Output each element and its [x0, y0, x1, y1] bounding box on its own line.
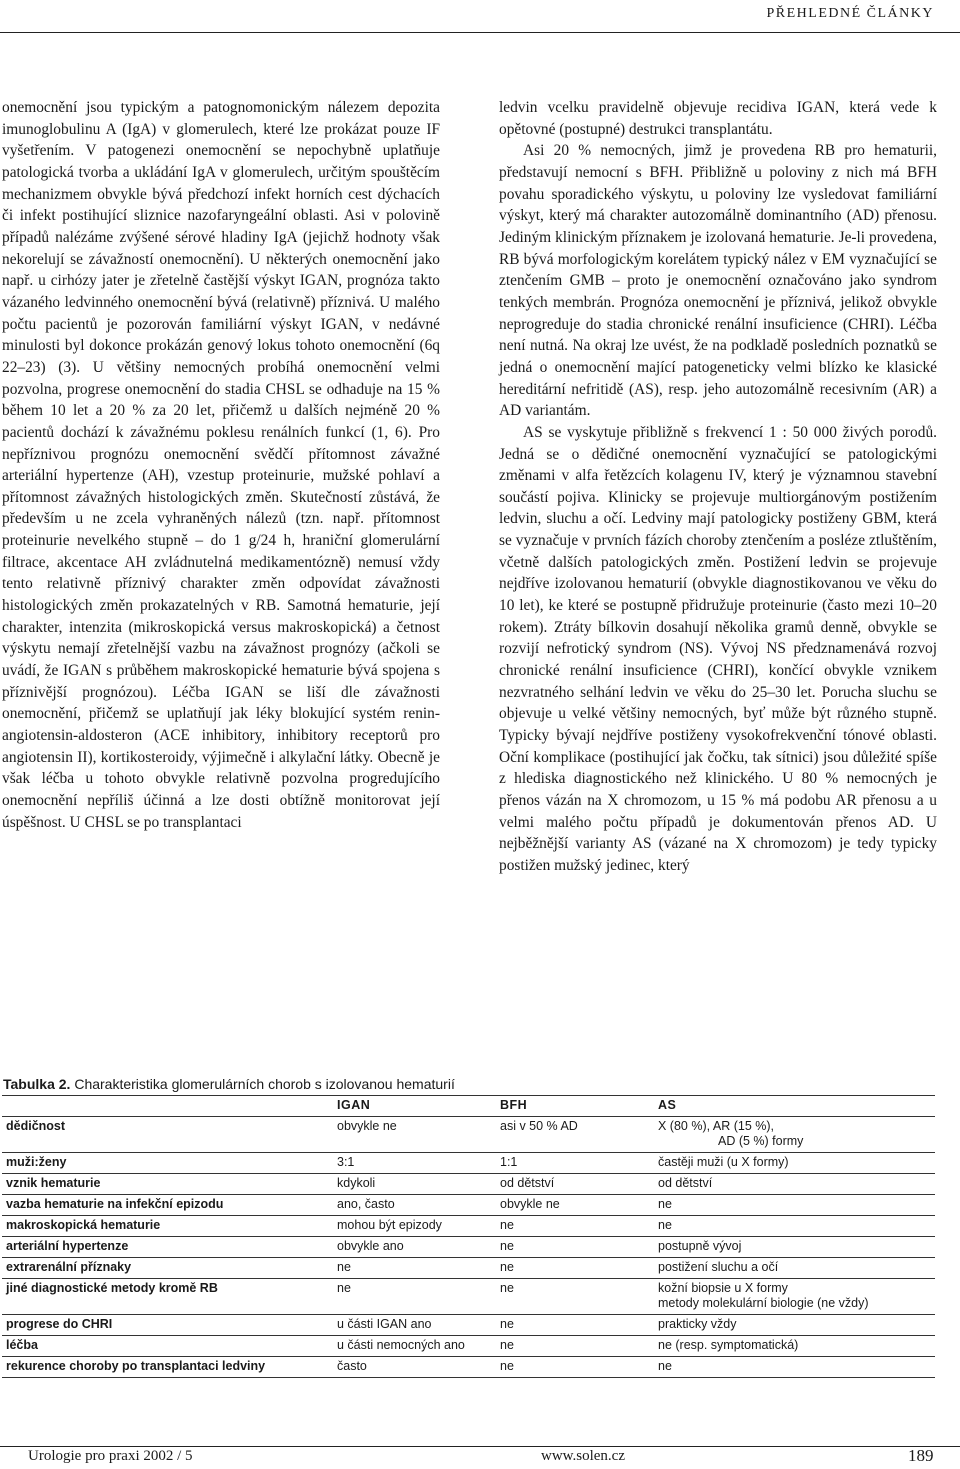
cell-as: [654, 1336, 935, 1357]
cell-as: [654, 1279, 935, 1315]
cell-igan: ano, často: [333, 1195, 496, 1216]
cell-as: [654, 1153, 935, 1174]
table-header-row: [2, 1096, 935, 1117]
paragraph: onemocnění jsou typickým a patognomonickým nálezem depozita imunoglobulinu A (IgA) v glomerulech, které lze prokázat pouze IF vyšetřením. V patogenezi onemocnění se nepochybně uplatňuje patologická tvorba a ukládání IgA v glomerulech, určitým spouštěcím mechanizmem obvykle bývá předchozí infekt horních cest dýchacích či infekt postihující sliznice nazofaryngeální oblasti. Asi v polovině případů nalézáme zvýšené sérové hladiny IgA (jejichž hodnoty však nekorelují se závažností onemocnění). U některých onemocnění jako např. u cirhózy jater je zřetelně častější výskyt IGAN, prognóza takto vázaného ledvinného onemocnění bývá (relativně) příznivá. U malého počtu pacientů je pozorován familiární výskyt IGAN, v nedávné minulosti byl dokonce prokázán genový lokus tohoto onemocnění (6q 22–23) (3). U většiny nemocných probíhá onemocnění velmi pozvolna, progrese onemocnění do stadia CHSL se odhaduje na 15 % během 10 let a 20 % za 20 let, přičemž u dalších nejméně 20 % pacientů dochází k závažnému poklesu renálních funkcí (1, 6). Pro nepříznivou prognózu onemocnění svědčí přítomnost závažné arteriální hypertenze (AH), vzestup proteinurie, mužské pohlaví a přítomnost závažných histologických změn. Skutečností zůstává, že především u ne zcela vyhraněných nálezů (tzn. např. přítomnost proteinurie nevelkého stupně – do 1 g/24 h, hraniční glomerulární filtrace, akcentace AH zvládnutelná medikamentózně) nemusí vždy tento relativně příznivý charakter změn odpovídat závažnosti histologických změn prokazatelných v RB. Samotná hematurie, její charakter, intenzita (mikroskopická versus makroskopická) a četnost výskytu nemají zřetelnější vazbu na závažnost prognózy (ačkoli se uvádí, že IGAN s průběhem makroskopické hematurie bývá spojena s příznivější prognózou). Léčba IGAN se liší dle závažnosti onemocnění, přičemž se uplatňují jak léky blokující systém renin-angiotensin-aldosteron (ACE inhibitory, inhibitory receptorů pro angiotensin II), kortikosteroidy, výjimečně i alkylační látky. Obecně je však léčba u tohoto obvykle relativně pozvolna progredujícího onemocnění nepříliš účinná a lze dosti obtížně monitorovat její úspěšnost. U CHSL se po transplantaci: [2, 99, 440, 831]
column-header: [2, 1096, 333, 1117]
table-row: [2, 1117, 935, 1153]
column-header: BFH: [496, 1096, 654, 1117]
cell-bfh: ne: [496, 1216, 654, 1237]
table-row: [2, 1336, 935, 1357]
cell-igan: ne: [333, 1279, 496, 1315]
cell-line: postupně vývoj: [658, 1239, 742, 1253]
cell-as: [654, 1117, 935, 1153]
row-label: makroskopická hematurie: [2, 1216, 333, 1237]
table-row: [2, 1258, 935, 1279]
cell-as: [654, 1258, 935, 1279]
right-column: [499, 97, 937, 1052]
cell-line: od dětství: [658, 1176, 713, 1190]
cell-line: ne: [658, 1359, 672, 1373]
row-label: vznik hematurie: [2, 1174, 333, 1195]
cell-bfh: 1:1: [496, 1153, 654, 1174]
table-row: [2, 1237, 935, 1258]
cell-line: X (80 %), AR (15 %),: [658, 1119, 775, 1133]
cell-as: [654, 1216, 935, 1237]
cell-line: metody molekulární biologie (ne vždy): [658, 1296, 869, 1310]
row-label: arteriální hypertenze: [2, 1237, 333, 1258]
cell-line: kožní biopsie u X formy: [658, 1281, 788, 1295]
cell-bfh: ne: [496, 1336, 654, 1357]
cell-line: AD (5 %) formy: [718, 1134, 804, 1148]
cell-line: ne: [658, 1218, 672, 1232]
cell-line: postižení sluchu a očí: [658, 1260, 779, 1274]
cell-igan: kdykoli: [333, 1174, 496, 1195]
row-label: léčba: [2, 1336, 333, 1357]
cell-igan: 3:1: [333, 1153, 496, 1174]
table-row: [2, 1216, 935, 1237]
body-columns: [2, 97, 937, 1052]
row-label: vazba hematurie na infekční epizodu: [2, 1195, 333, 1216]
cell-as: [654, 1195, 935, 1216]
column-header: AS: [654, 1096, 935, 1117]
cell-as: [654, 1174, 935, 1195]
cell-as: [654, 1315, 935, 1336]
cell-line: prakticky vždy: [658, 1317, 737, 1331]
table-caption: [3, 1076, 455, 1092]
paragraph: Asi 20 % nemocných, jimž je provedena RB pro hematurii, představují nemocní s BFH. Přibližně u poloviny z nich má BFH povahu sporadického výskytu, u poloviny lze vysledovat familiární výskyt, který má charakter autozomálně dominantního (AD) přenosu. Jediným klinickým příznakem je izolovaná hematurie. Je-li provedena, RB bývá morfologickým korelátem typický nález v EM vyznačující se ztenčením GMB – proto je onemocnění označováno jako syndrom tenkých membrán. Prognóza onemocnění je příznivá, jelikož obvykle neprogreduje do stadia chronické renální insuficience (CHRI). Léčba není nutná. Na okraj lze uvést, že na podkladě posledních poznatků se jedná o onemocnění mající patogeneticky velmi blízko ke klasické hereditární nefritidě (AS), resp. jeho autozomálně recesivním (AR) a AD variantám.: [499, 142, 937, 420]
cell-line: ne: [658, 1197, 672, 1211]
cell-igan: u části nemocných ano: [333, 1336, 496, 1357]
cell-bfh: ne: [496, 1357, 654, 1378]
cell-bfh: ne: [496, 1279, 654, 1315]
footer-website: www.solen.cz: [541, 1448, 626, 1464]
row-label: jiné diagnostické metody kromě RB: [2, 1279, 333, 1315]
table-row: [2, 1357, 935, 1378]
left-column: [2, 97, 440, 1052]
table-caption-label: Tabulka 2.: [3, 1076, 71, 1092]
cell-bfh: asi v 50 % AD: [496, 1117, 654, 1153]
row-label: extrarenální příznaky: [2, 1258, 333, 1279]
row-label: rekurence choroby po transplantaci ledviny: [2, 1357, 333, 1378]
footer-journal: Urologie pro praxi 2002 / 5: [28, 1448, 193, 1464]
cell-igan: obvykle ne: [333, 1117, 496, 1153]
cell-bfh: od dětství: [496, 1174, 654, 1195]
cell-bfh: ne: [496, 1315, 654, 1336]
data-table: [2, 1095, 935, 1378]
cell-igan: obvykle ano: [333, 1237, 496, 1258]
column-header: IGAN: [333, 1096, 496, 1117]
row-label: muži:ženy: [2, 1153, 333, 1174]
cell-igan: u části IGAN ano: [333, 1315, 496, 1336]
cell-bfh: obvykle ne: [496, 1195, 654, 1216]
top-rule: [0, 32, 960, 33]
cell-line: častěji muži (u X formy): [658, 1155, 789, 1169]
bottom-rule: [0, 1446, 960, 1447]
table-row: [2, 1195, 935, 1216]
page-number: 189: [908, 1446, 934, 1465]
cell-line: ne (resp. symptomatická): [658, 1338, 799, 1352]
cell-bfh: ne: [496, 1258, 654, 1279]
table-row: [2, 1174, 935, 1195]
paragraph: AS se vyskytuje přibližně s frekvencí 1 : 50 000 živých porodů. Jedná se o dědičné onemocnění vyznačující se patologickými změnami v alfa řetězcích kolagenu IV, který je významnou stavební součástí pojiva. Klinicky se projevuje multiorgánovým postižením ledvin, sluchu a očí. Ledviny mají patologicky postiženy GBM, která se vyznačuje v prvních fázích choroby ztenčením a posléze ztluštěním, včetně dalších patologických změn. Postižení ledvin se projevuje nejdříve izolovanou hematurií (obvykle diagnostikovanou ve věku do 10 let), ke které se postupně přidružuje proteinurie (často mezi 10–20 rokem). Ztráty bílkovin dosahují několika gramů denně, obvykle se rozvijí nefrotický syndrom (NS). Vývoj NS předznamenává rozvoj chronické renální insuficience (CHRI), končící obvykle vznikem nezvratného selhání ledvin ve věku do 25–30 let. Porucha sluchu se objevuje u velké většiny nemocných, byť může být různého stupně. Typicky bývají nejdříve postiženy vysokofrekvenční tónové oblasti. Oční komplikace (postihující jak čočku, tak sítnici) jsou důležité spíše z hlediska diagnostického než klinického. U 80 % nemocných je přenos vázán na X chromozom, u 15 % má podobu AR přenosu a u velmi malého počtu případů je dokumentován přenos AD. U nejběžnější varianty AS (vázané na X chromozom) je tedy typicky postižen mužský jedinec, který: [499, 423, 937, 874]
cell-as: [654, 1357, 935, 1378]
table-row: [2, 1315, 935, 1336]
cell-bfh: ne: [496, 1237, 654, 1258]
running-head: PŘEHLEDNÉ ČLÁNKY: [766, 6, 934, 21]
table-row: [2, 1153, 935, 1174]
paragraph: ledvin vcelku pravidelně objevuje recidiva IGAN, která vede k opětovné (postupné) destrukci transplantátu.: [499, 99, 937, 138]
cell-igan: mohou být epizody: [333, 1216, 496, 1237]
cell-igan: ne: [333, 1258, 496, 1279]
cell-igan: často: [333, 1357, 496, 1378]
row-label: dědičnost: [2, 1117, 333, 1153]
table-row: [2, 1279, 935, 1315]
cell-as: [654, 1237, 935, 1258]
row-label: progrese do CHRI: [2, 1315, 333, 1336]
table-caption-text: Charakteristika glomerulárních chorob s izolovanou hematurií: [70, 1076, 455, 1092]
